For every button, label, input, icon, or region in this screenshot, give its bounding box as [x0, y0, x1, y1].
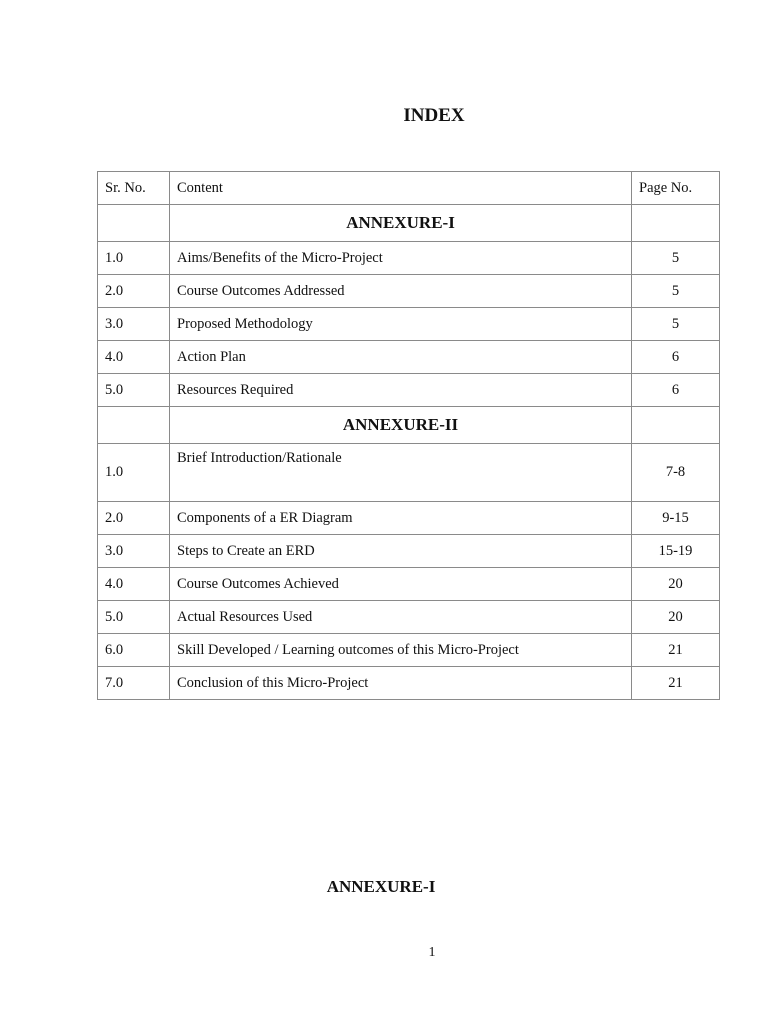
- sr-cell: 2.0: [98, 275, 170, 308]
- table-row: [98, 308, 720, 341]
- sr-cell: 5.0: [98, 601, 170, 634]
- content-cell: Action Plan: [170, 341, 632, 374]
- sr-cell: 7.0: [98, 667, 170, 700]
- page-cell: 9-15: [632, 502, 720, 535]
- table-row: [98, 444, 720, 502]
- table-row: [98, 535, 720, 568]
- table-row: [98, 374, 720, 407]
- sr-cell: 3.0: [98, 535, 170, 568]
- header-page-no: Page No.: [632, 172, 720, 205]
- content-cell: Components of a ER Diagram: [170, 502, 632, 535]
- content-cell: Actual Resources Used: [170, 601, 632, 634]
- sr-cell: 4.0: [98, 568, 170, 601]
- table-row: [98, 601, 720, 634]
- header-sr-no: Sr. No.: [98, 172, 170, 205]
- sr-cell: 1.0: [98, 242, 170, 275]
- content-cell: Resources Required: [170, 374, 632, 407]
- table-row: [98, 341, 720, 374]
- section-heading: ANNEXURE-II: [170, 407, 632, 444]
- content-cell: Course Outcomes Achieved: [170, 568, 632, 601]
- section-heading: ANNEXURE-I: [170, 205, 632, 242]
- index-table: [97, 171, 720, 700]
- sr-cell: 3.0: [98, 308, 170, 341]
- section-empty-cell: [632, 205, 720, 242]
- page-cell: 7-8: [632, 444, 720, 502]
- content-cell: Steps to Create an ERD: [170, 535, 632, 568]
- table-row: [98, 242, 720, 275]
- table-row: [98, 634, 720, 667]
- annexure-heading: ANNEXURE-I: [326, 877, 436, 896]
- header-content: Content: [170, 172, 632, 205]
- sr-cell: 1.0: [98, 444, 170, 502]
- page-cell: 21: [632, 634, 720, 667]
- page-number: 1: [428, 945, 436, 960]
- page-cell: 6: [632, 341, 720, 374]
- page-cell: 20: [632, 601, 720, 634]
- page-cell: 5: [632, 275, 720, 308]
- table-row: [98, 275, 720, 308]
- table-row: [98, 502, 720, 535]
- sr-cell: 5.0: [98, 374, 170, 407]
- section-row-annexure-1: [98, 205, 720, 242]
- section-empty-cell: [98, 407, 170, 444]
- page-cell: 15-19: [632, 535, 720, 568]
- content-cell: Conclusion of this Micro-Project: [170, 667, 632, 700]
- sr-cell: 6.0: [98, 634, 170, 667]
- sr-cell: 2.0: [98, 502, 170, 535]
- content-cell: Brief Introduction/Rationale: [170, 444, 632, 502]
- table-row: [98, 568, 720, 601]
- page-cell: 21: [632, 667, 720, 700]
- content-cell: Course Outcomes Addressed: [170, 275, 632, 308]
- section-empty-cell: [98, 205, 170, 242]
- content-cell: Skill Developed / Learning outcomes of this Micro-Project: [170, 634, 632, 667]
- page-cell: 6: [632, 374, 720, 407]
- page-cell: 20: [632, 568, 720, 601]
- table-row: [98, 667, 720, 700]
- section-row-annexure-2: [98, 407, 720, 444]
- table-header-row: [98, 172, 720, 205]
- page-cell: 5: [632, 242, 720, 275]
- content-cell: Proposed Methodology: [170, 308, 632, 341]
- page-title: INDEX: [403, 105, 465, 126]
- section-empty-cell: [632, 407, 720, 444]
- sr-cell: 4.0: [98, 341, 170, 374]
- page-cell: 5: [632, 308, 720, 341]
- content-cell: Aims/Benefits of the Micro-Project: [170, 242, 632, 275]
